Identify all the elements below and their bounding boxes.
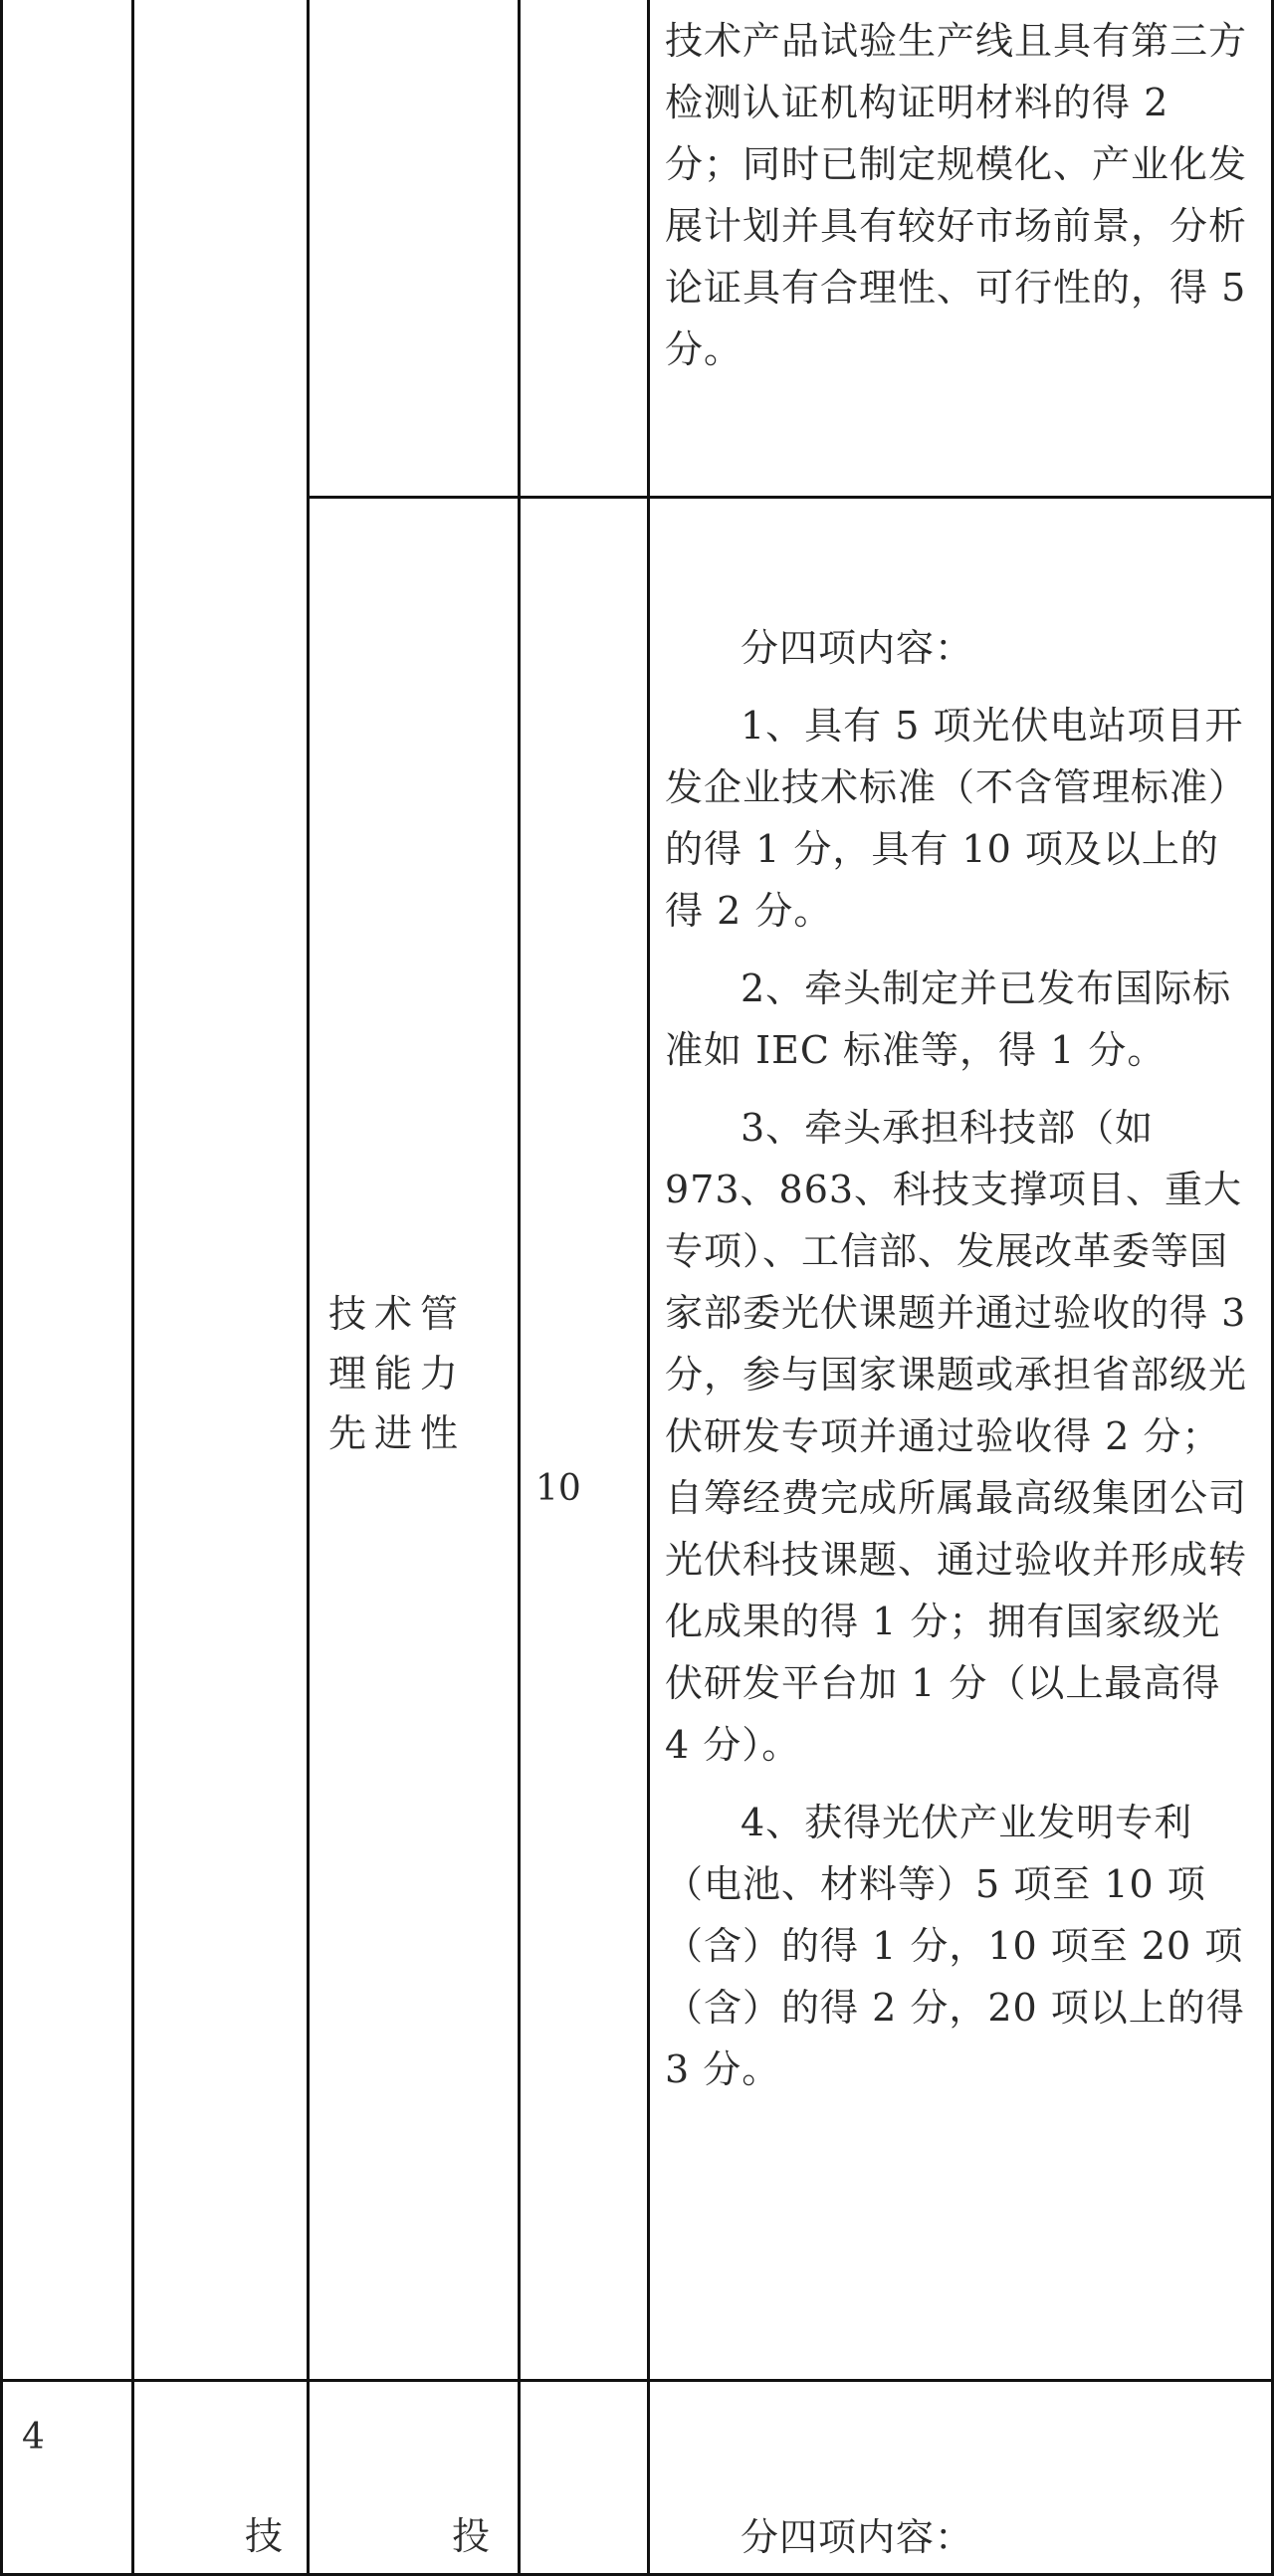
subitem-start	[452, 2506, 490, 2566]
score-value	[535, 1468, 581, 1509]
table-border-left	[0, 0, 3, 2576]
col-divider-2	[307, 0, 310, 2576]
criteria-item-3: 3、牵头承担科技部（如 973、863、科技支撑项目、重大专项）、工信部、发展改革委等国家部委光伏课题并通过验收的得 3 分，参与国家课题或承担省部级光伏研发专项并通过验收得 2 分；自筹经费完成所属最高级集团公司光伏科技课题、通过验收并形成转化成果的得 1 分；拥有国家级光伏研发平台加 1 分（以上最高得 4 分）。	[665, 1106, 1248, 1767]
col-divider-4	[647, 0, 650, 2576]
criteria-cell	[665, 617, 1254, 2116]
row-number-text: 4	[22, 2417, 45, 2458]
criteria-cell-continued	[665, 10, 1254, 396]
category-start-text: 技	[245, 2514, 284, 2558]
col-divider-1	[131, 0, 134, 2576]
category-start	[245, 2506, 283, 2566]
criteria-paragraph: 技术产品试验生产线且具有第三方检测认证机构证明材料的得 2 分；同时已制定规模化、产业化发展计划并具有较好市场前景，分析论证具有合理性、可行性的，得 5 分。	[665, 19, 1248, 371]
subitem-text: 技术管理能力先进性	[328, 1292, 467, 1455]
criteria-start-text: 分四项内容：	[741, 2515, 974, 2559]
criteria-intro: 分四项内容：	[741, 626, 974, 670]
criteria-item-1: 1、具有 5 项光伏电站项目开发企业技术标准（不含管理标准）的得 1 分，具有 10 项及以上的得 2 分。	[665, 704, 1248, 933]
criteria-item-4: 4、获得光伏产业发明专利（电池、材料等）5 项至 10 项（含）的得 1 分，10 项至 20 项（含）的得 2 分，20 项以上的得 3 分。	[665, 1801, 1245, 2091]
row-divider-full	[0, 2379, 1274, 2382]
col-divider-3	[518, 0, 521, 2576]
row-number	[22, 2417, 45, 2458]
criteria-item-2: 2、牵头制定并已发布国际标准如 IEC 标准等，得 1 分。	[665, 966, 1232, 1072]
subitem-start-text: 投	[452, 2514, 491, 2558]
score-text: 10	[535, 1468, 581, 1509]
row-divider-partial	[307, 496, 1274, 499]
criteria-start	[665, 2506, 1254, 2568]
subitem-label	[328, 1284, 504, 1463]
